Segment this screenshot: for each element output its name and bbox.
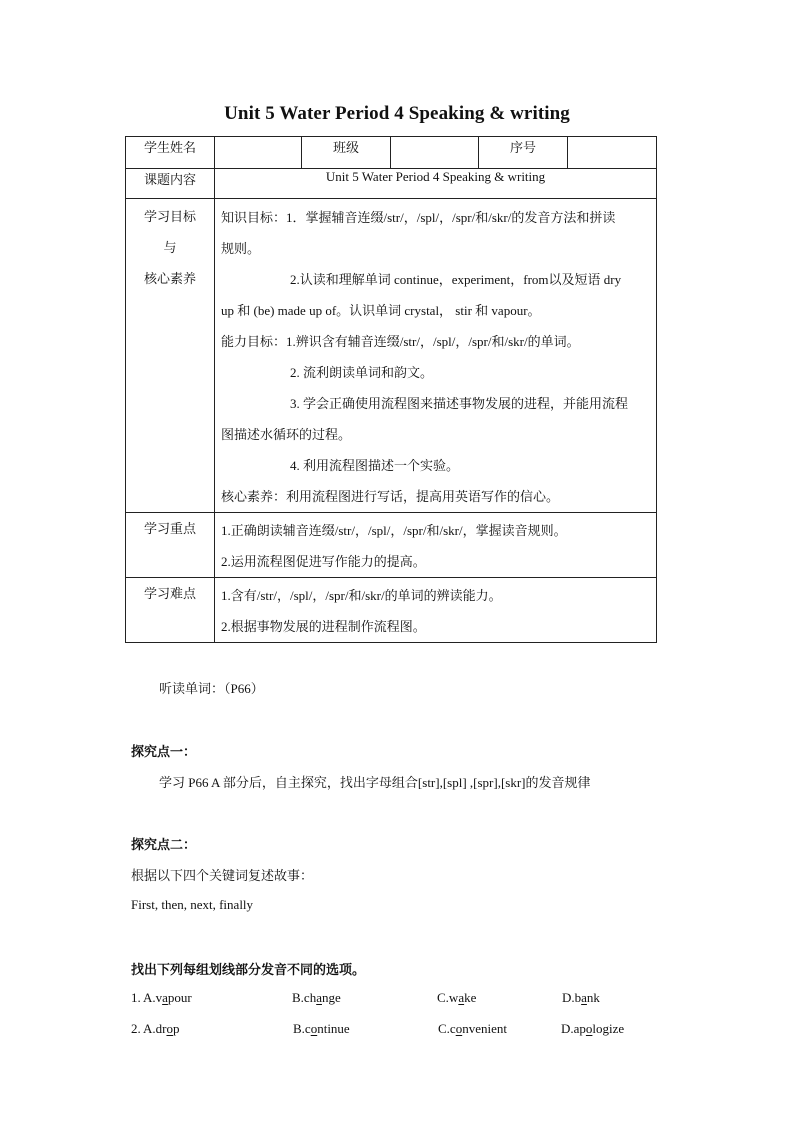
- lesson-plan-table: [125, 136, 657, 643]
- goals-label-line: 学习目标: [143, 209, 196, 224]
- question-1-option-a[interactable]: [143, 990, 192, 1006]
- goals-row: [126, 199, 657, 513]
- question-1-number: 1.: [131, 990, 141, 1005]
- underlined-letters: o: [455, 1021, 463, 1036]
- class-label: 班级: [302, 137, 391, 169]
- option-text: D.ap: [561, 1021, 586, 1036]
- option-text: nge: [321, 990, 341, 1005]
- question-2-option-a[interactable]: [143, 1021, 179, 1037]
- key-points-label: 学习重点: [126, 513, 215, 578]
- option-text: B.ch: [292, 990, 317, 1005]
- knowledge-goal-2-cont: up 和 (be) made up of。认识单词 crystal， stir 和 vapour。: [221, 303, 541, 318]
- student-name-label: 学生姓名: [126, 137, 215, 169]
- option-text: ke: [464, 990, 477, 1005]
- question-1-option-c[interactable]: [437, 990, 476, 1006]
- topic-label: 课题内容: [126, 169, 215, 199]
- question-2-option-c[interactable]: [438, 1021, 507, 1037]
- page-title: Unit 5 Water Period 4 Speaking & writing: [224, 103, 570, 124]
- core-literacy: 核心素养：利用流程图进行写话，提高用英语写作的信心。: [221, 489, 560, 504]
- question-1-option-d[interactable]: [562, 990, 600, 1006]
- option-text: C.w: [437, 990, 459, 1005]
- difficulties-label: 学习难点: [126, 578, 215, 643]
- student-info-row: [126, 137, 657, 169]
- topic-row: [126, 169, 657, 199]
- explore-point-2-heading: 探究点二：: [131, 837, 197, 852]
- option-text: pour: [167, 990, 192, 1005]
- ability-goal-1: 能力目标：1.辨识含有辅音连缀/str/，/spl/，/spr/和/skr/的单词。: [221, 334, 580, 349]
- underlined-letters: a: [316, 990, 322, 1005]
- option-text: C.c: [438, 1021, 456, 1036]
- goals-label: [126, 199, 215, 513]
- option-text: A.v: [143, 990, 163, 1005]
- number-cell[interactable]: [568, 137, 657, 169]
- underlined-letters: a: [581, 990, 587, 1005]
- option-text: nvenient: [462, 1021, 507, 1036]
- number-label: 序号: [479, 137, 568, 169]
- ability-goal-3: 3. 学会正确使用流程图来描述事物发展的进程，并能用流程: [290, 396, 629, 411]
- difficulties-row: [126, 578, 657, 643]
- topic-value: Unit 5 Water Period 4 Speaking & writing: [215, 169, 657, 199]
- question-1-option-b[interactable]: [292, 990, 341, 1006]
- goals-label-line: 与: [163, 240, 177, 255]
- ability-goal-3-cont: 图描述水循环的过程。: [221, 427, 352, 442]
- underlined-letters: o: [310, 1021, 318, 1036]
- goals-label-line: 核心素养: [143, 271, 196, 286]
- underlined-letters: a: [458, 990, 465, 1005]
- difficulties-content: [215, 578, 657, 643]
- difficulty-1: 1.含有/str/，/spl/，/spr/和/skr/的单词的辨读能力。: [221, 588, 502, 603]
- question-2-number: 2.: [131, 1021, 141, 1036]
- difficulty-2: 2.根据事物发展的进程制作流程图。: [221, 619, 426, 634]
- underlined-letters: o: [585, 1021, 593, 1036]
- underlined-letters: a: [162, 990, 168, 1005]
- explore-point-1-text: 学习 P66 A 部分后，自主探究，找出字母组合[str],[spl] ,[spr],[skr]的发音规律: [159, 775, 591, 790]
- key-point-2: 2.运用流程图促进写作能力的提高。: [221, 554, 426, 569]
- option-text: logize: [592, 1021, 625, 1036]
- listen-read-words: 听读单词：（P66）: [159, 681, 264, 696]
- option-text: p: [172, 1021, 180, 1036]
- knowledge-goal-2: 2.认读和理解单词 continue，experiment，from以及短语 dry: [290, 272, 622, 287]
- ability-goal-4: 4. 利用流程图描述一个实验。: [290, 458, 460, 473]
- option-text: nk: [586, 990, 600, 1005]
- option-text: ntinue: [317, 1021, 350, 1036]
- student-name-cell[interactable]: [215, 137, 302, 169]
- ability-goal-2: 2. 流利朗读单词和韵文。: [290, 365, 434, 380]
- underlined-letters: o: [166, 1021, 173, 1036]
- knowledge-goal-1-cont: 规则。: [221, 241, 261, 256]
- key-point-1: 1.正确朗读辅音连缀/str/，/spl/，/spr/和/skr/，掌握读音规则。: [221, 523, 567, 538]
- option-text: D.b: [562, 990, 582, 1005]
- question-2-option-b[interactable]: [293, 1021, 350, 1037]
- exercise-heading: 找出下列每组划线部分发音不同的选项。: [131, 962, 366, 977]
- option-text: B.c: [293, 1021, 311, 1036]
- key-points-row: [126, 513, 657, 578]
- key-points-content: [215, 513, 657, 578]
- option-text: A.dr: [143, 1021, 167, 1036]
- story-keywords: First, then, next, finally: [131, 897, 254, 912]
- class-cell[interactable]: [391, 137, 479, 169]
- knowledge-goal-1: 知识目标：1．掌握辅音连缀/str/，/spl/，/spr/和/skr/的发音方法和拼读: [221, 210, 616, 225]
- explore-point-1-heading: 探究点一：: [131, 744, 197, 759]
- explore-point-2-text: 根据以下四个关键词复述故事：: [131, 868, 314, 883]
- question-2-option-d[interactable]: [561, 1021, 624, 1037]
- goals-content: [215, 199, 657, 513]
